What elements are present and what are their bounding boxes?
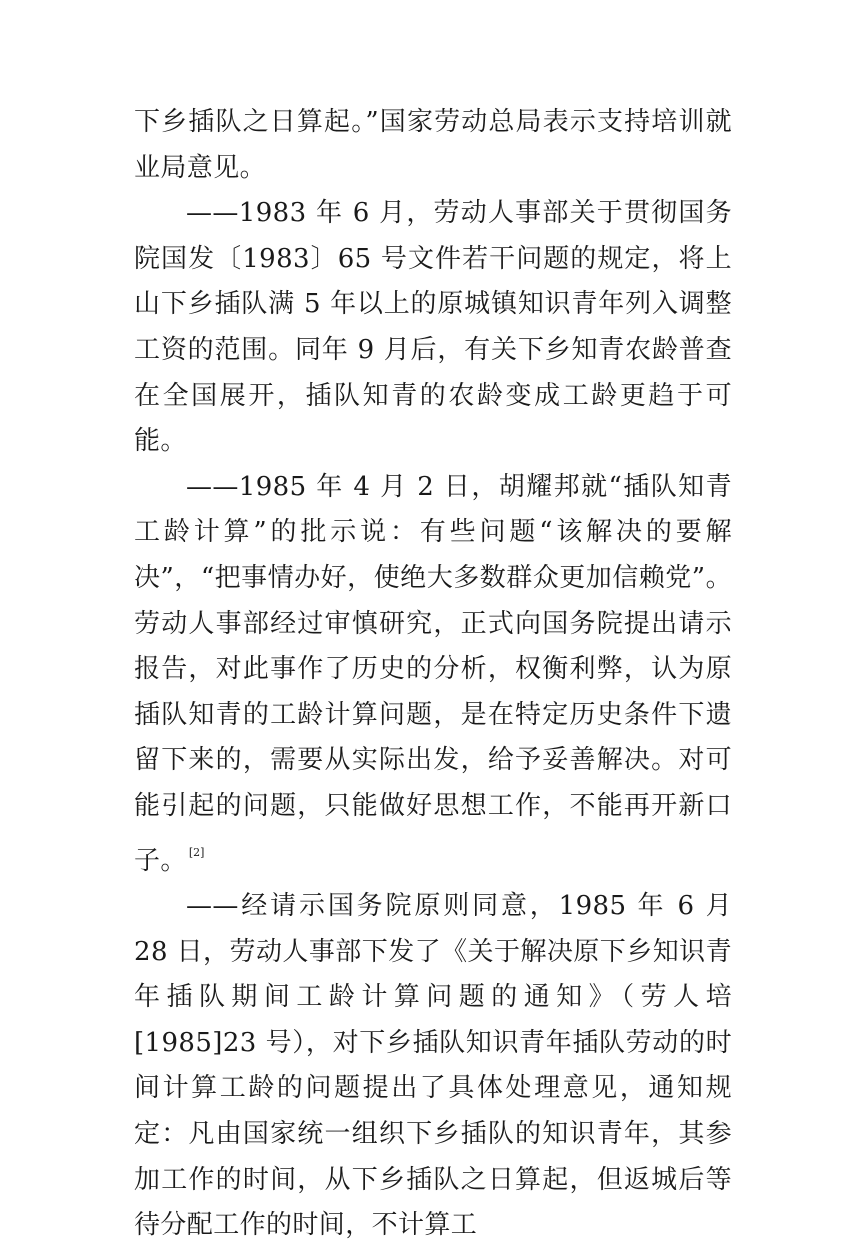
document-page [134, 100, 732, 1249]
paragraph-continuation: 下乡插队之日算起。”国家劳动总局表示支持培训就业局意见。 [134, 107, 732, 183]
paragraph-1985-april [134, 465, 732, 884]
paragraph-1985-april-text: ——1985 年 4 月 2 日，胡耀邦就“插队知青工龄计算”的批示说：有些问题“该解决的要解决”，“把事情办好，使绝大多数群众更加信赖党”。劳动人事部经过审慎研究，正式向国务院提出请示报告，对此事作了历史的分析，权衡利弊，认为原插队知青的工龄计算问题，是在特定历史条件下遗留下来的，需要从实际出发，给予妥善解决。对可能引起的问题，只能做好思想工作，不能再开新口子。 [134, 471, 732, 876]
paragraph-1983: ——1983 年 6 月，劳动人事部关于贯彻国务院国发〔1983〕65 号文件若干问题的规定，将上山下乡插队满 5 年以上的原城镇知识青年列入调整工资的范围。同年 9 月后，有关下乡知青农龄普查在全国展开，插队知青的农龄变成工龄更趋于可能。 [134, 198, 732, 457]
footnote-reference[interactable]: [2] [188, 845, 205, 859]
paragraph-1985-june: ——经请示国务院原则同意，1985 年 6 月 28 日，劳动人事部下发了《关于解决原下乡知识青年插队期间工龄计算问题的通知》（劳人培[1985]23 号），对下乡插队知识青年插队劳动的时间计算工龄的问题提出了具体处理意见，通知规定：凡由国家统一组织下乡插队的知识青年，其参加工作的时间，从下乡插队之日算起，但返城后等待分配工作的时间，不计算工 [134, 891, 732, 1241]
